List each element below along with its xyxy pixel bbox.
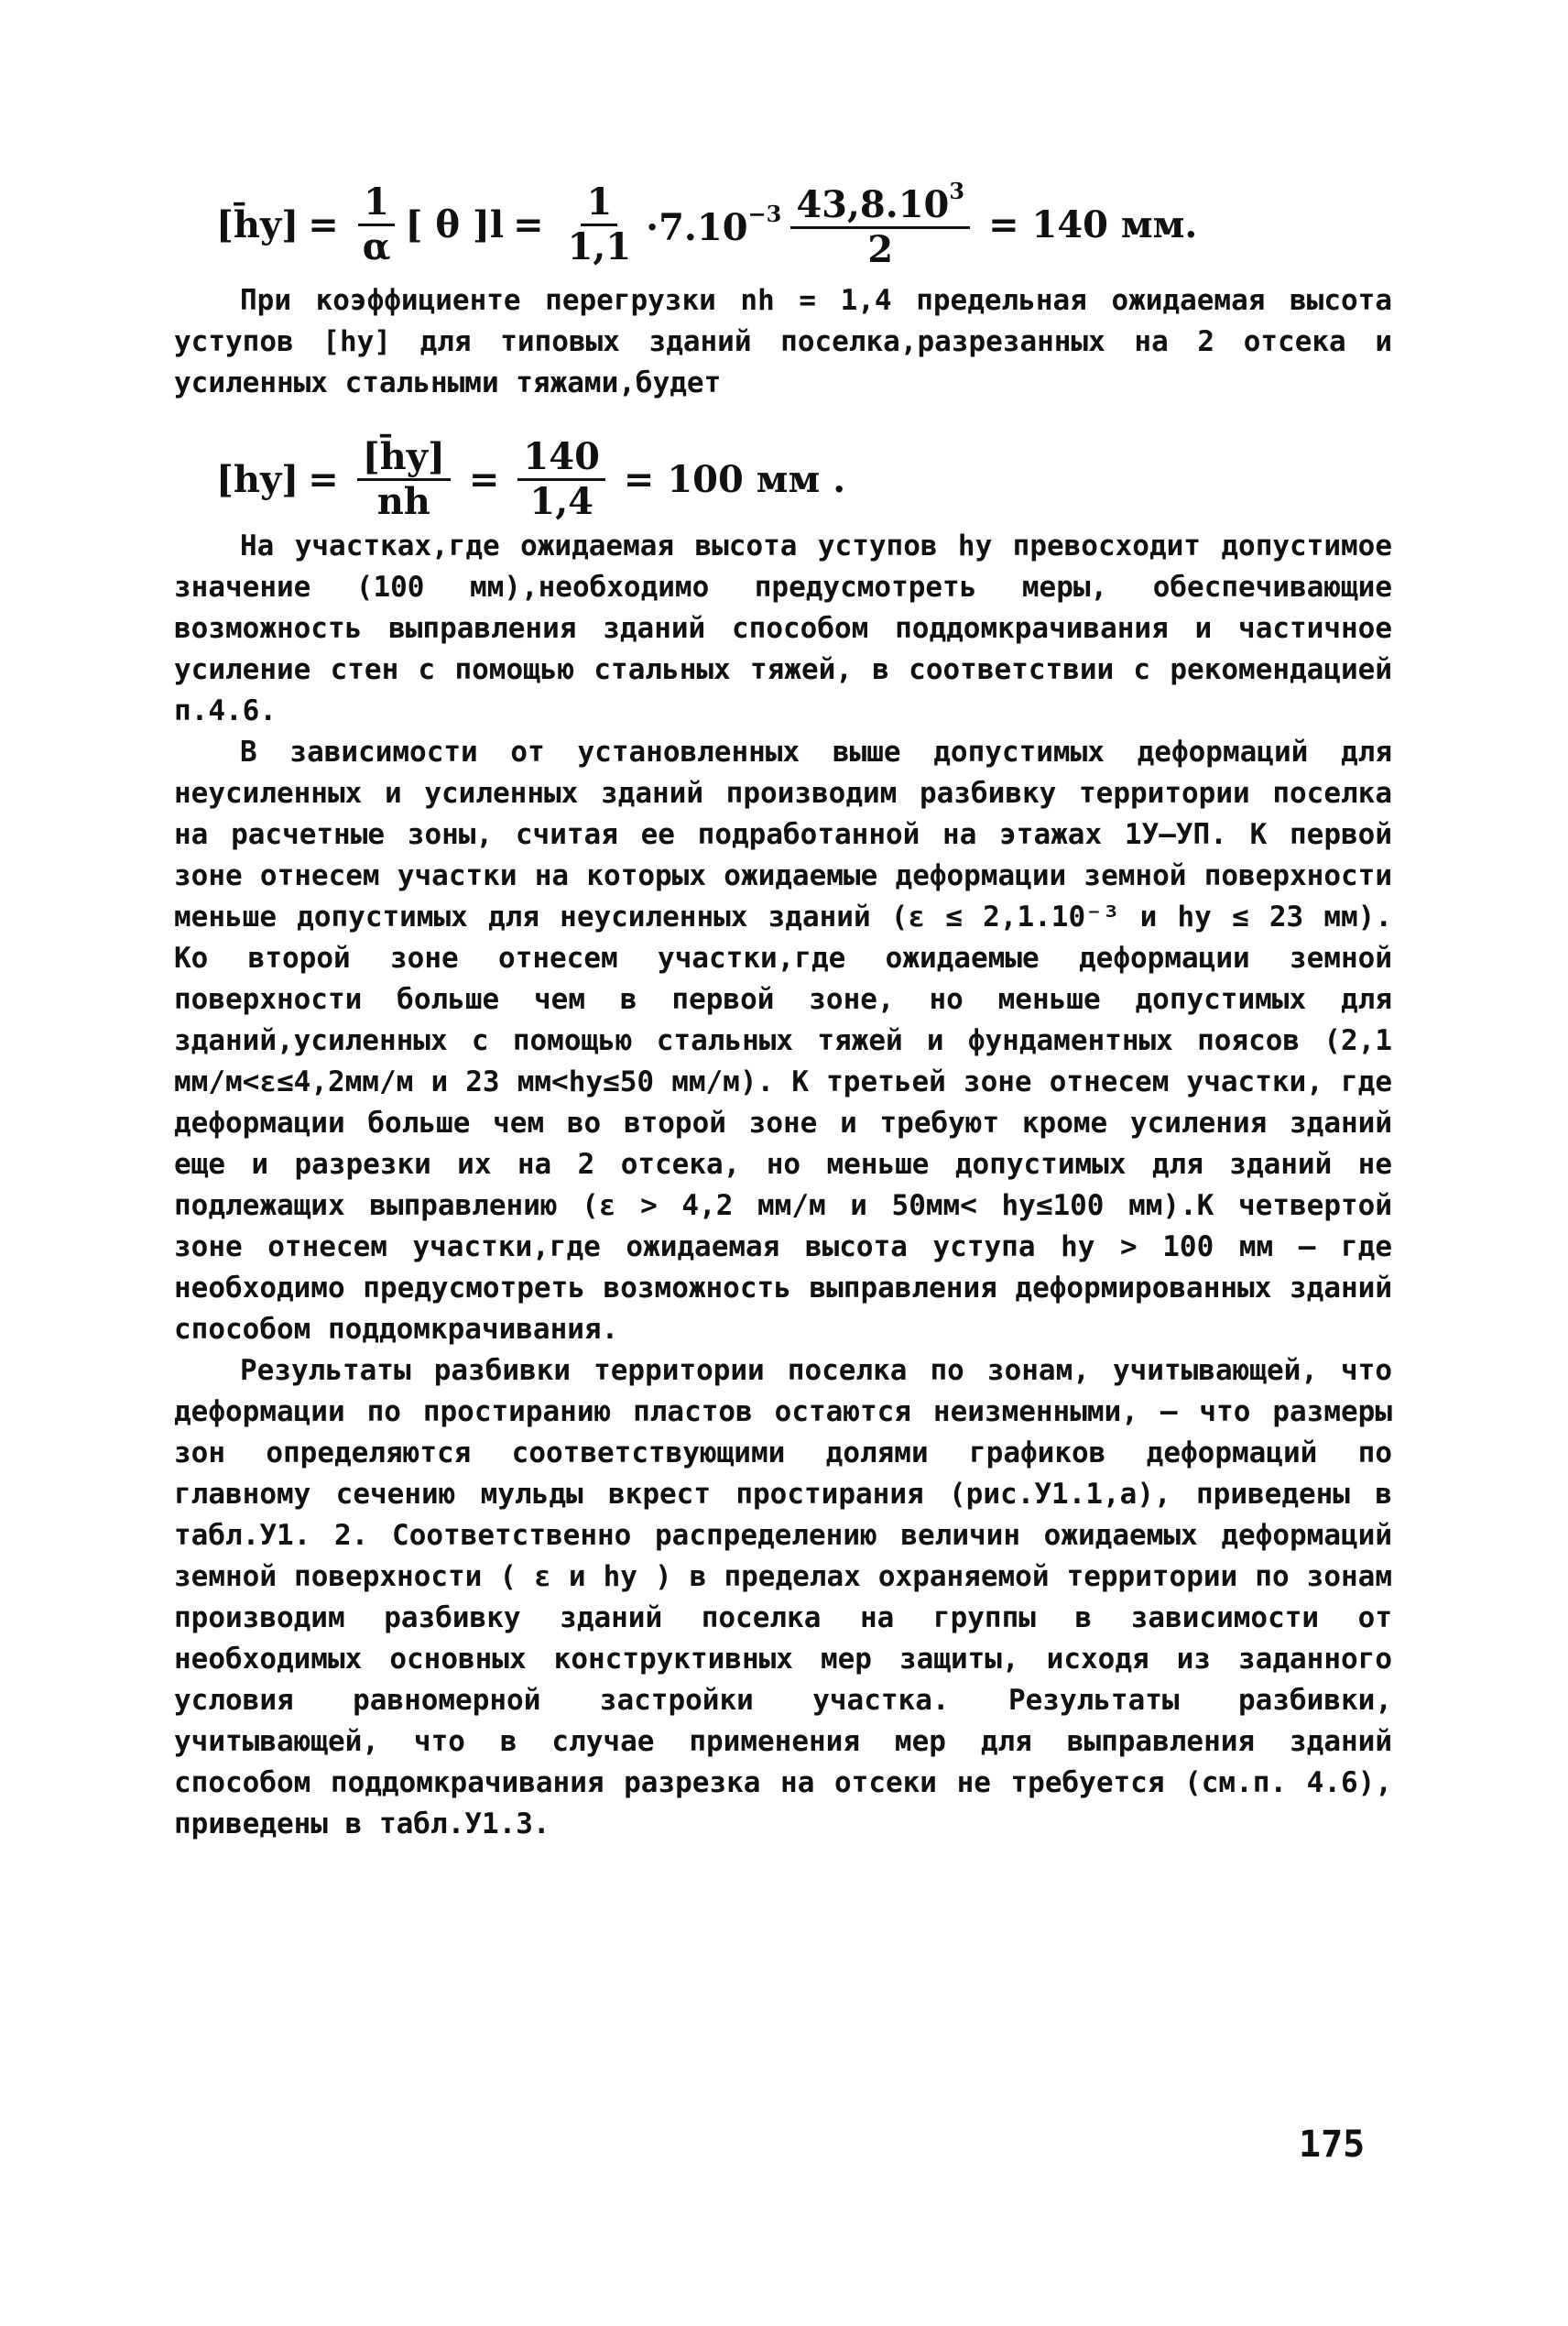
formula1-result: = 140 мм.	[988, 202, 1198, 246]
formula2-equals-1: =	[308, 458, 339, 501]
formula1-equals-1: =	[308, 202, 339, 246]
paragraph-measures: На участках,где ожидаемая высота уступов hy превосходит допустимое значение (100 мм),необходимо предусмотреть меры, обеспечивающие возможность выправления зданий способом поддомкрачивания и частичное усиление стен с помощью стальных тяжей, в соответствии с рекомендацией п.4.6.	[174, 530, 1392, 727]
formula2-equals-2: =	[468, 458, 500, 501]
formula1-frac2-numerator: 1	[581, 183, 617, 226]
formula1-frac1-numerator: 1	[358, 183, 395, 226]
formula1-factor-exponent: −3	[747, 200, 782, 227]
formula1-frac3-numerator-exponent: 3	[949, 178, 965, 204]
formula2-frac2-denominator: 1,4	[529, 480, 593, 523]
formula1-lhs: [h̄y]	[216, 202, 299, 246]
page-number: 175	[1299, 2124, 1366, 2166]
formula2-frac2-numerator: 140	[517, 438, 605, 481]
formula1-frac3-numerator	[790, 180, 970, 229]
formula1-frac2-denominator: 1,1	[567, 224, 632, 268]
formula2-lhs: [hy]	[216, 458, 299, 501]
formula1-fraction-2	[562, 180, 637, 268]
formula1-factor-base: ·7.10	[646, 205, 748, 249]
formula1-fraction-1	[357, 180, 397, 268]
formula1-frac3-denominator: 2	[867, 228, 894, 271]
formula-allowable-step-height	[216, 180, 1206, 269]
intro-paragraph	[174, 280, 1392, 404]
formula2-fraction-1	[357, 435, 451, 523]
paragraph-zones: В зависимости от установленных выше допустимых деформаций для неусиленных и усиленных зданий производим разбивку территории поселка на расчетные зоны, считая ее подработанной на этажах 1У–УП. К первой зоне отнесем участки на которых ожидаемые деформации земной поверхности меньше допустимых для неусиленных зданий (ε ≤ 2,1.10⁻³ и hy ≤ 23 мм). Ко второй зоне отнесем участки,где ожидаемые деформации земной поверхности больше чем в первой зоне, но меньше допустимых для зданий,усиленных с помощью стальных тяжей и фундаментных поясов (2,1 мм/м<ε≤4,2мм/м и 23 мм<hy≤50 мм/м). К третьей зоне отнесем участки, где деформации больше чем во второй зоне и требуют кроме усиления зданий еще и разрезки их на 2 отсека, но меньше допустимых для зданий не подлежащих выправлению (ε > 4,2 мм/м и 50мм< hy≤100 мм).К четвертой зоне отнесем участки,где ожидаемая высота уступа hy > 100 мм – где необходимо предусмотреть возможность выправления деформированных зданий способом поддомкрачивания.	[174, 736, 1392, 1346]
formula1-equals-2: =	[513, 202, 544, 246]
body-text	[174, 526, 1392, 1845]
formula2-result: = 100 мм .	[623, 458, 846, 501]
formula2-frac1-numerator: [h̄y]	[357, 438, 451, 481]
formula1-fraction-3	[790, 180, 970, 269]
formula2-frac1-denominator: nh	[376, 480, 430, 523]
paragraph-results: Результаты разбивки территории поселка по зонам, учитывающей, что деформации по простиранию пластов остаются неизменными, – что размеры зон определяются соответствующими долями графиков деформаций по главному сечению мульды вкрест простирания (рис.У1.1,а), приведены в табл.У1. 2. Соответственно распределению величин ожидаемых деформаций земной поверхности ( ε и hy ) в пределах охраняемой территории по зонам производим разбивку зданий поселка на группы в зависимости от необходимых основных конструктивных мер защиты, исходя из заданного условия равномерной застройки участка. Результаты разбивки, учитывающей, что в случае применения мер для выправления зданий способом поддомкрачивания разрезка на отсеки не требуется (см.п. 4.6), приведены в табл.У1.3.	[174, 1354, 1392, 1840]
formula-limit-step-height	[216, 435, 855, 523]
formula1-frac1-denominator: α	[362, 224, 391, 268]
formula1-frac3-numerator-base: 43,8.10	[796, 183, 950, 226]
formula1-factor	[646, 201, 781, 249]
formula2-fraction-2	[517, 435, 605, 523]
formula1-bracket-term: [ θ ]l	[405, 202, 505, 246]
intro-text: При коэффициенте перегрузки nh = 1,4 предельная ожидаемая высота уступов [hy] для типовых зданий поселка,разрезанных на 2 отсека и усиленных стальными тяжами,будет	[174, 284, 1392, 399]
